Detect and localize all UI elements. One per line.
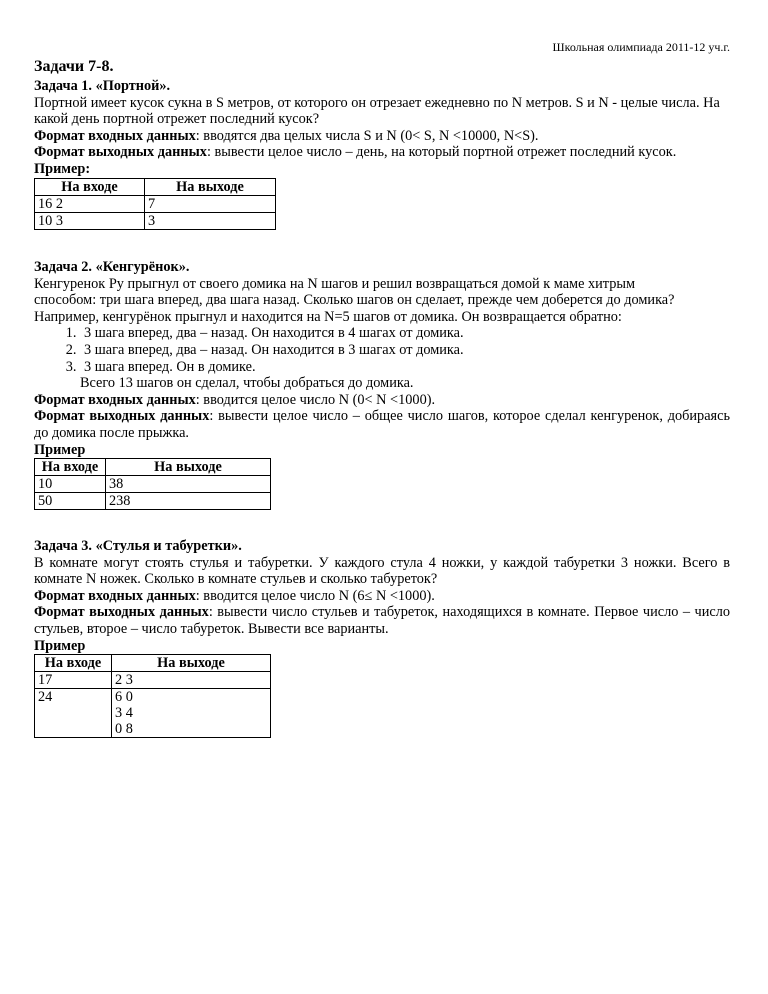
input-format-label: Формат входных данных <box>34 127 196 144</box>
task-2-example-table <box>34 458 271 510</box>
table-row <box>35 493 271 510</box>
cell-input: 10 <box>35 476 106 493</box>
task-3-heading: Задача 3. «Стулья и табуретки». <box>34 538 242 554</box>
cell-input: 50 <box>35 493 106 510</box>
output-format-text: : вывести целое число – общее число шагов, которое сделал кенгуренок, добираясь до домика после прыжка. <box>34 408 730 441</box>
cell-input: 10 3 <box>35 212 145 229</box>
cell-input: 17 <box>35 672 112 689</box>
cell-output: 3 <box>145 212 276 229</box>
document-title: Задачи 7-8. <box>34 58 114 75</box>
output-format-label: Формат выходных данных <box>34 408 210 425</box>
task-3-output-format <box>34 604 730 637</box>
cell-input: 24 <box>35 689 112 738</box>
page-header: Школьная олимпиада 2011-12 уч.г. <box>552 40 730 54</box>
input-format-label: Формат входных данных <box>34 587 196 604</box>
column-header-input: На входе <box>35 178 145 195</box>
output-line: 6 0 <box>115 689 133 706</box>
column-header-output: На выходе <box>112 655 271 672</box>
table-row <box>35 195 276 212</box>
task-3-example-label: Пример <box>34 637 86 654</box>
task-2-example-intro: Например, кенгурёнок прыгнул и находится на N=5 шагов от домика. Он возвращается обратно: <box>34 308 622 325</box>
column-header-output: На выходе <box>106 459 271 476</box>
input-format-text: : вводится целое число N (6≤ N <1000). <box>195 587 435 604</box>
input-format-label: Формат входных данных <box>34 391 196 408</box>
cell-output: 38 <box>106 476 271 493</box>
task-1-example-label: Пример: <box>34 160 91 177</box>
task-1-output-format <box>34 144 730 161</box>
task-2-example-label: Пример <box>34 441 86 458</box>
cell-output: 2 3 <box>112 672 271 689</box>
table-row <box>35 672 271 689</box>
task-2-input-format <box>34 392 730 409</box>
task-2 <box>34 259 730 510</box>
task-3-statement: В комнате могут стоять стулья и табуретки. У каждого стула 4 ножки, у каждой табуретки 3 ножки. Всего в комнате N ножек. Сколько в комнате стульев и сколько табуреток? <box>34 554 730 588</box>
input-format-text: : вводится целое число N (0< N <1000). <box>195 391 436 408</box>
task-2-steps-list <box>34 325 730 375</box>
task-1-heading: Задача 1. «Портной». <box>34 78 171 94</box>
column-header-output: На выходе <box>145 178 276 195</box>
task-1 <box>34 78 730 230</box>
column-header-input: На входе <box>35 459 106 476</box>
task-1-input-format <box>34 128 730 145</box>
table-row <box>35 689 271 738</box>
task-2-total: Всего 13 шагов он сделал, чтобы добраться до домика. <box>80 375 414 392</box>
list-item: 1. 3 шага вперед, два – назад. Он находится в 4 шагах от домика. <box>80 325 730 342</box>
table-row <box>35 212 276 229</box>
output-format-label: Формат выходных данных <box>34 604 209 621</box>
task-3 <box>34 538 730 738</box>
task-1-example-table <box>34 178 276 230</box>
column-header-input: На входе <box>35 655 112 672</box>
list-item: 2. 3 шага вперед, два – назад. Он находится в 3 шагах от домика. <box>80 342 730 359</box>
input-format-text: : вводятся два целых числа S и N (0< S, N <10000, N<S). <box>195 127 539 144</box>
output-format-label: Формат выходных данных <box>34 144 207 161</box>
task-2-output-format <box>34 408 730 441</box>
cell-output: 238 <box>106 493 271 510</box>
table-row <box>35 476 271 493</box>
cell-output: 7 <box>145 195 276 212</box>
task-3-input-format <box>34 588 730 605</box>
list-item: 3. 3 шага вперед. Он в домике. <box>80 359 730 376</box>
cell-output <box>112 689 271 738</box>
output-line: 0 8 <box>115 721 133 738</box>
cell-input: 16 2 <box>35 195 145 212</box>
output-format-text: : вывести число стульев и табуреток, находящихся в комнате. Первое число – число стульев, второе – число табуреток. Вывести все варианты. <box>34 604 730 637</box>
output-line: 3 4 <box>115 705 133 722</box>
task-1-statement: Портной имеет кусок сукна в S метров, от которого он отрезает ежедневно по N метров. S и N - целые числа. На какой день портной отрежет последний кусок? <box>34 94 720 128</box>
task-3-example-table <box>34 654 271 738</box>
output-format-text: : вывести целое число – день, на который портной отрежет последний кусок. <box>206 144 677 161</box>
task-2-heading: Задача 2. «Кенгурёнок». <box>34 259 190 275</box>
task-2-statement: Кенгуренок Ру прыгнул от своего домика на N шагов и решил возвращаться домой к маме хитрым способом: три шага вперед, два шага назад. Сколько шагов он сделает, прежде чем доберется до домика? <box>34 275 675 309</box>
